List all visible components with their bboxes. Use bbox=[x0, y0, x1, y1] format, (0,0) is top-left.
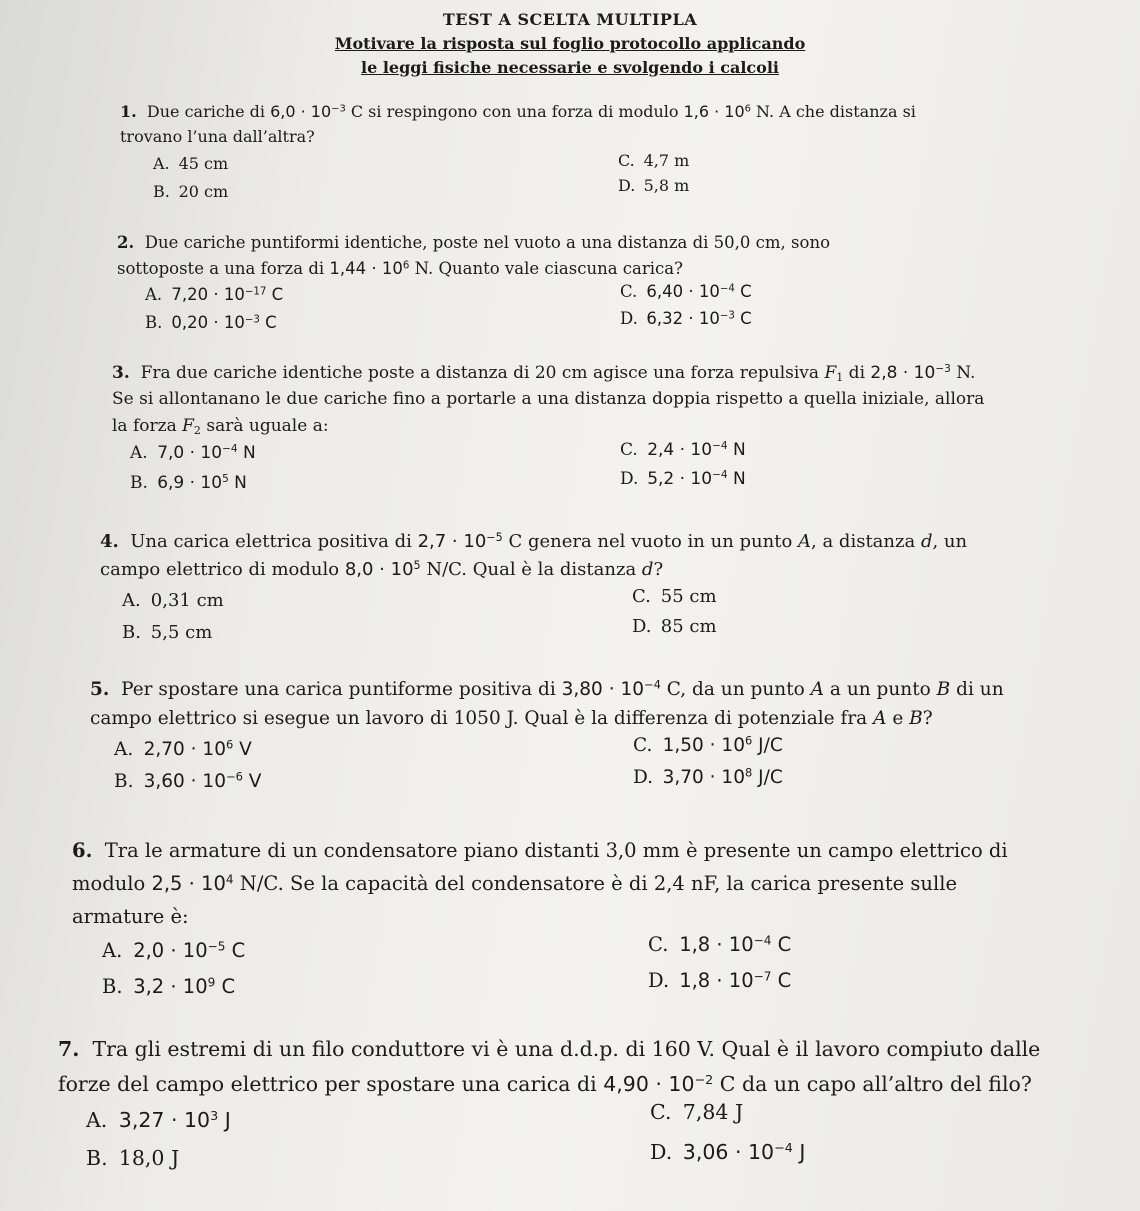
answer-options bbox=[112, 440, 992, 503]
question-number: 1. bbox=[120, 102, 137, 121]
option-d[interactable]: D. 85 cm bbox=[632, 615, 717, 637]
question-4 bbox=[100, 528, 1000, 654]
option-c[interactable]: C. $6,40 \cdot 10^{-4}$ C bbox=[620, 282, 752, 302]
answer-options bbox=[120, 150, 970, 210]
option-c[interactable]: C. 7,84 J bbox=[650, 1099, 744, 1124]
option-a[interactable]: A. 0,31 cm bbox=[122, 589, 224, 611]
question-text: 6. Tra le armature di un condensatore piano distanti 3,0 mm è presente un campo elettrico di modulo $2,5 \cdot 10^4$ N/C. Se la capacità del condensatore è di 2,4 nF, la carica presente sulle armature è: bbox=[72, 839, 1008, 929]
option-c[interactable]: C. 55 cm bbox=[632, 585, 717, 607]
option-b[interactable]: B. $6,9 \cdot 10^5$ N bbox=[130, 473, 247, 494]
question-2 bbox=[117, 230, 897, 345]
option-b[interactable]: B. 20 cm bbox=[153, 181, 229, 201]
option-d[interactable]: D. $3,06 \cdot 10^{-4}$ J bbox=[650, 1139, 806, 1164]
option-b[interactable]: B. $3,60 \cdot 10^{-6}$ V bbox=[114, 770, 262, 793]
option-b[interactable]: B. 5,5 cm bbox=[122, 621, 213, 643]
option-c[interactable]: C. $2,4 \cdot 10^{-4}$ N bbox=[620, 440, 746, 461]
instructions-line-1: Motivare la risposta sul foglio protocollo applicando bbox=[334, 34, 806, 53]
question-6 bbox=[72, 834, 1042, 1009]
question-1 bbox=[120, 100, 970, 210]
option-a[interactable]: A. $3,27 \cdot 10^3$ J bbox=[86, 1107, 231, 1132]
option-b[interactable]: B. 18,0 J bbox=[86, 1145, 180, 1170]
option-c[interactable]: C. $1,8 \cdot 10^{-4}$ C bbox=[648, 933, 792, 957]
question-text: 1. Due cariche di $6,0 \cdot 10^{-3}$ C si respingono con una forza di modulo $1,6 \cdot 10^6$ N. A che distanza si trovano l’una dall’altra? bbox=[120, 102, 916, 146]
question-text: 5. Per spostare una carica puntiforme positiva di $3,80 \cdot 10^{-4}$ C, da un punto A a un punto B di un campo elettrico si esegue un lavoro di 1050 J. Qual è la differenza di potenziale fra A e B? bbox=[90, 677, 1004, 729]
option-d[interactable]: D. $6,32 \cdot 10^{-3}$ C bbox=[620, 309, 752, 329]
question-text: 2. Due cariche puntiformi identiche, poste nel vuoto a una distanza di 50,0 cm, sono sottoposte a una forza di $1,44 \cdot 10^6$ N. Quanto vale ciascuna carica? bbox=[117, 233, 831, 278]
answer-options bbox=[58, 1099, 1073, 1184]
option-b[interactable]: B. $3,2 \cdot 10^9$ C bbox=[102, 975, 236, 999]
option-a[interactable]: A. $2,70 \cdot 10^6$ V bbox=[114, 738, 252, 761]
answer-options bbox=[90, 734, 1050, 803]
option-d[interactable]: D. $5,2 \cdot 10^{-4}$ N bbox=[620, 469, 746, 490]
instructions-line-2: le leggi fisiche necessarie e svolgendo i calcoli bbox=[361, 58, 779, 77]
answer-options bbox=[117, 282, 897, 345]
option-c[interactable]: C. 4,7 m bbox=[618, 150, 690, 170]
option-d[interactable]: D. 5,8 m bbox=[618, 175, 690, 195]
question-5 bbox=[90, 676, 1050, 803]
option-c[interactable]: C. $1,50 \cdot 10^6$ J/C bbox=[633, 734, 783, 757]
option-d[interactable]: D. $1,8 \cdot 10^{-7}$ C bbox=[648, 969, 792, 993]
test-title: TEST A SCELTA MULTIPLA bbox=[442, 10, 698, 29]
answer-options bbox=[100, 585, 1000, 654]
option-b[interactable]: B. $0,20 \cdot 10^{-3}$ C bbox=[145, 313, 277, 333]
question-3 bbox=[112, 360, 992, 503]
option-a[interactable]: A. $7,0 \cdot 10^{-4}$ N bbox=[130, 443, 256, 464]
option-a[interactable]: A. $2,0 \cdot 10^{-5}$ C bbox=[102, 939, 246, 963]
answer-options bbox=[72, 933, 1042, 1009]
question-text: 4. Una carica elettrica positiva di $2,7 \cdot 10^{-5}$ C genera nel vuoto in un punto A, a distanza d, un campo elettrico di modulo $8,0 \cdot 10^5$ N/C. Qual è la distanza d? bbox=[100, 530, 968, 580]
option-d[interactable]: D. $3,70 \cdot 10^8$ J/C bbox=[633, 766, 783, 789]
option-a[interactable]: A. 45 cm bbox=[153, 153, 229, 173]
option-a[interactable]: A. $7,20 \cdot 10^{-17}$ C bbox=[145, 285, 284, 305]
question-7 bbox=[58, 1032, 1073, 1184]
question-text: 3. Fra due cariche identiche poste a distanza di 20 cm agisce una forza repulsiva $F_1$ di $2,8 \cdot 10^{-3}$ N. Se si allontanano le due cariche fino a portarle a una distanza doppia rispetto a quella iniziale, allora la forza $F_2$ sarà uguale a: bbox=[112, 363, 985, 437]
question-text: 7. Tra gli estremi di un filo conduttore vi è una d.d.p. di 160 V. Qual è il lavoro compiuto dalle forze del campo elettrico per spostare una carica di $4,90 \cdot 10^{-2}$ C da un capo all’altro del filo? bbox=[58, 1037, 1041, 1096]
